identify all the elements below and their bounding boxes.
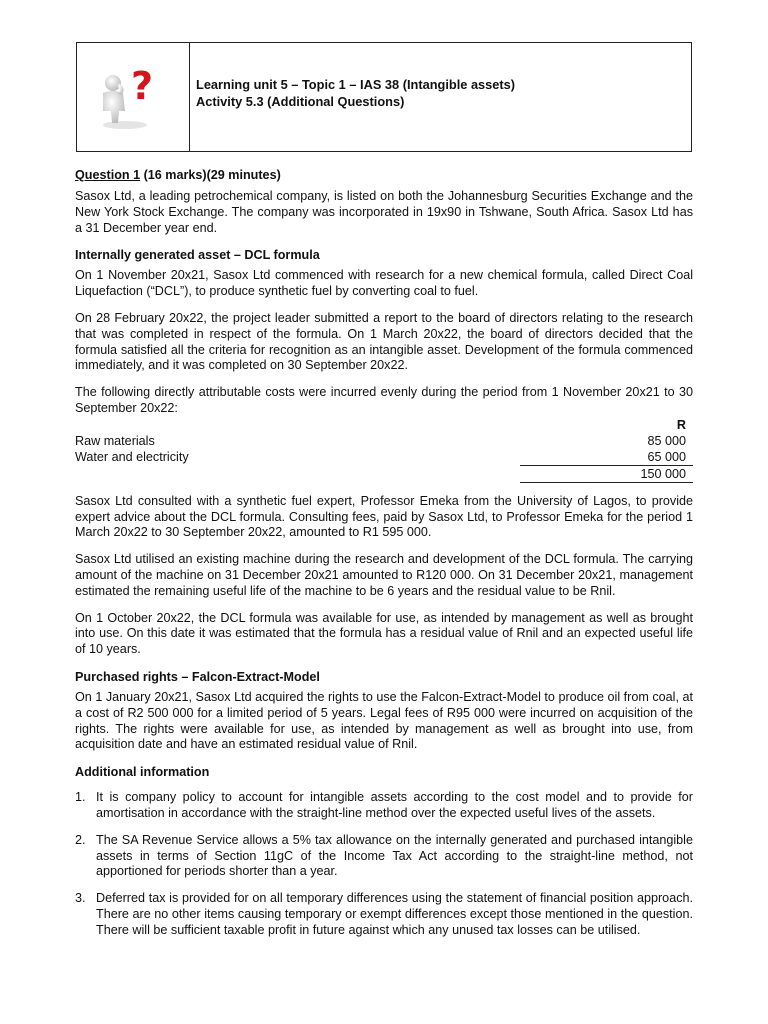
header-icon-cell [77, 43, 190, 151]
header-title-line1: Learning unit 5 – Topic 1 – IAS 38 (Intangible assets) [196, 77, 516, 92]
question-title [75, 167, 693, 183]
cost-total-row [75, 465, 693, 482]
list-item-number: 1. [75, 790, 86, 805]
additional-info-heading: Additional information [75, 765, 210, 780]
list-item-text: It is company policy to account for intangible assets according to the cost model and to provide for amortisation in accordance with the straight-line method over the expected useful lives of the assets. [96, 790, 693, 820]
rights-heading: Purchased rights – Falcon-Extract-Model [75, 669, 320, 684]
header-title-line2: Activity 5.3 (Additional Questions) [196, 94, 405, 109]
list-item-text: Deferred tax is provided for on all temporary differences using the statement of financial position approach. There are no other items causing temporary or exempt differences except those mentioned in the question. There will be sufficient taxable profit in future against which any unused tax losses can be utilised. [96, 891, 693, 937]
document-body [75, 167, 693, 950]
list-item-number: 2. [75, 832, 86, 847]
dcl-paragraph-3: The following directly attributable costs were incurred evenly during the period from 1 November 20x21 to 30 September 20x22: [75, 385, 693, 415]
cost-amount: 85 000 [647, 433, 686, 448]
question-label: Question 1 [75, 168, 141, 182]
dcl-paragraph-1: On 1 November 20x21, Sasox Ltd commenced with research for a new chemical formula, called Direct Coal Liquefaction (“DCL”), to produce synthetic fuel by converting coal to fuel. [75, 268, 693, 299]
cost-row [75, 433, 693, 449]
question-figure-icon [91, 53, 171, 133]
cost-label: Raw materials [75, 433, 155, 448]
cost-row [75, 449, 693, 466]
cost-table [75, 417, 693, 483]
question-intro: Sasox Ltd, a leading petrochemical company, is listed on both the Johannesburg Securities Exchange and the New York Stock Exchange. The company was incorporated in 19x90 in Tshwane, South Africa. Sasox Ltd has a 31 December year end. [75, 189, 693, 235]
dcl-paragraph-5: Sasox Ltd utilised an existing machine during the research and development of the DCL formula. The carrying amount of the machine on 31 December 20x21 amounted to R120 000. On 31 December 20x21, management estimated the remaining useful life of the machine to be 6 years and the residual value to be Rnil. [75, 552, 693, 598]
dcl-paragraph-4: Sasox Ltd consulted with a synthetic fuel expert, Professor Emeka from the University of Lagos, to provide expert advice about the DCL formula. Consulting fees, paid by Sasox Ltd, to Professor Emeka for the period 1 March 20x22 to 30 September 20x22, amounted to R1 595 000. [75, 493, 693, 540]
currency-header: R [676, 417, 686, 432]
list-item [75, 833, 693, 880]
list-item [75, 790, 693, 822]
header-title-cell [190, 43, 691, 151]
cost-total: 150 000 [520, 465, 693, 482]
list-item-number: 3. [75, 891, 86, 906]
cost-amount: 65 000 [520, 449, 693, 466]
list-item [75, 891, 693, 938]
header-box [76, 42, 692, 152]
additional-info-list [75, 790, 693, 938]
svg-text:?: ? [131, 64, 154, 108]
rights-paragraph-1: On 1 January 20x21, Sasox Ltd acquired the rights to use the Falcon-Extract-Model to produce oil from coal, at a cost of R2 500 000 for a limited period of 5 years. Legal fees of R95 000 were incurred on acquisition of the rights. The rights were available for use, as intended by management as well as brought into use, from acquisition date and have an estimated residual value of Rnil. [75, 689, 693, 752]
dcl-paragraph-6: On 1 October 20x22, the DCL formula was available for use, as intended by management as well as brought into use. On this date it was estimated that the formula has a residual value of Rnil and an expected useful life of 10 years. [75, 610, 693, 657]
question-meta: (16 marks)(29 minutes) [140, 168, 281, 182]
dcl-heading: Internally generated asset – DCL formula [75, 248, 320, 263]
list-item-text: The SA Revenue Service allows a 5% tax allowance on the internally generated and purchased intangible assets in terms of Section 11gC of the Income Tax Act according to the straight-line method, not apportioned for periods shorter than a year. [96, 832, 693, 879]
cost-label: Water and electricity [75, 450, 189, 465]
dcl-paragraph-2: On 28 February 20x22, the project leader submitted a report to the board of directors relating to the research that was completed in respect of the formula. On 1 March 20x22, the board of directors decided that the formula satisfied all the criteria for recognition as an intangible asset. Development of the formula commenced immediately, and it was completed on 30 September 20x22. [75, 310, 693, 373]
cost-table-header-row [75, 417, 693, 433]
